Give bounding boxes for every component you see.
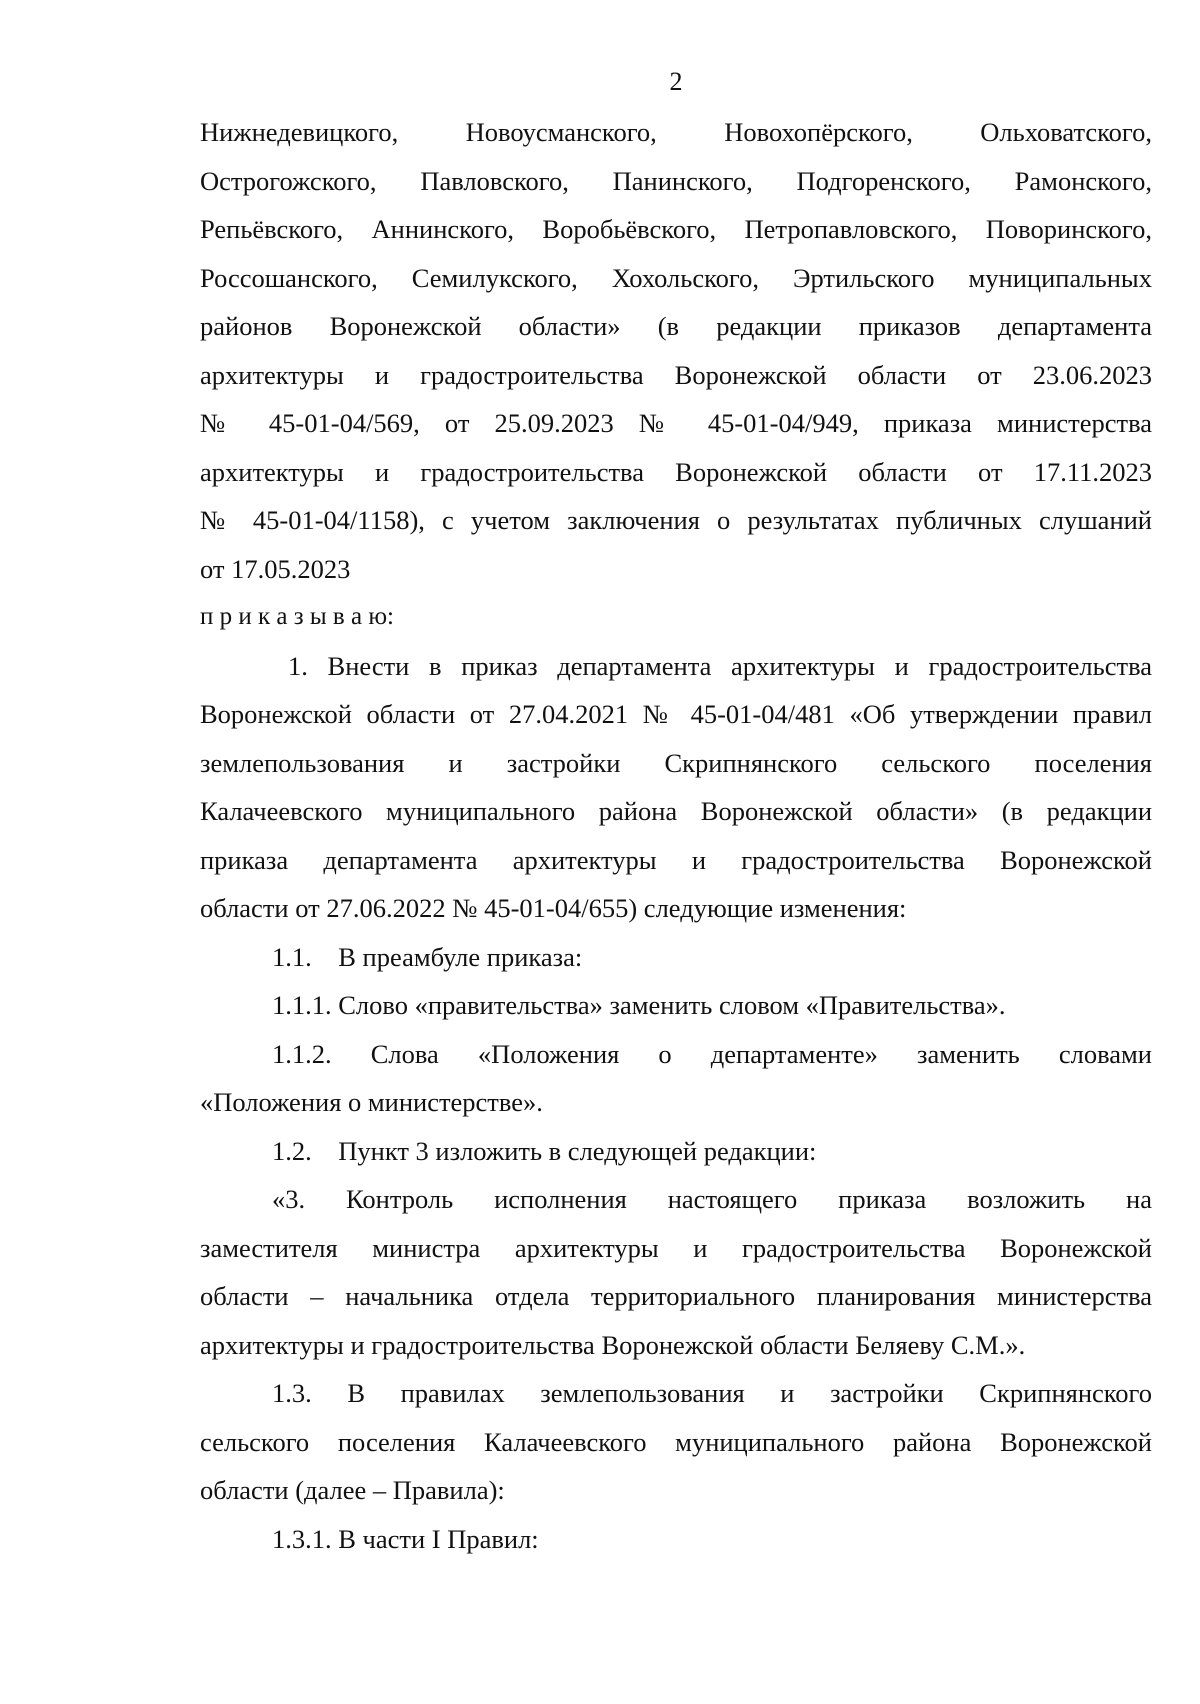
text-line: Нижнедевицкого, Новоусманского, Новохопёрского, Ольховатского, — [200, 117, 1152, 147]
item-1-2-quote-paragraph — [200, 1175, 1152, 1369]
text-line: Россошанского, Семилукского, Хохольского, Эртильского муниципальных — [200, 262, 1152, 293]
text-line: районов Воронежской области» (в редакции приказов департамента — [200, 311, 1152, 341]
text-line: Калачеевского муниципального района Воронежской области» (в редакции — [200, 796, 1152, 826]
text-line: архитектуры и градостроительства Воронежской области от 23.06.2023 — [200, 359, 1152, 390]
text-line: «Положения о министерстве». — [200, 1087, 543, 1117]
text-line: Острогожского, Павловского, Панинского, Подгоренского, Рамонского, — [200, 165, 1152, 196]
document-page — [200, 60, 1152, 1563]
text-line: «3. Контроль исполнения настоящего приказа возложить на — [272, 1184, 1152, 1214]
text-line: области – начальника отдела территориального планирования министерства — [200, 1281, 1152, 1311]
page-number: 2 — [669, 67, 683, 96]
text-line: 1. Внести в приказ департамента архитектуры и градостроительства — [288, 650, 1152, 681]
text-line: № 45-01-04/569, от 25.09.2023 № 45-01-04/949, приказа министерства — [200, 408, 1152, 438]
text-line: 1.1.2. Слова «Положения о департаменте» заменить словами — [272, 1038, 1152, 1069]
text-line: архитектуры и градостроительства Воронежской области Беляеву С.М.». — [200, 1329, 1026, 1360]
text-line: землепользования и застройки Скрипнянского сельского поселения — [200, 747, 1152, 778]
item-1-3-paragraph — [200, 1369, 1152, 1515]
item-1-3-1: 1.3.1. В части I Правил: — [272, 1523, 539, 1554]
item-1-1: 1.1. В преамбуле приказа: — [272, 941, 583, 972]
text-line: области от 27.06.2022 № 45-01-04/655) следующие изменения: — [200, 893, 907, 923]
text-line: архитектуры и градостроительства Воронежской области от 17.11.2023 — [200, 456, 1152, 487]
item-1-1-1: 1.1.1. Слово «правительства» заменить словом «Правительства». — [272, 990, 1006, 1020]
item-1-1-2-paragraph — [200, 1030, 1152, 1127]
text-line: Воронежской области от 27.04.2021 № 45-01-04/481 «Об утверждении правил — [200, 699, 1152, 729]
text-line: Репьёвского, Аннинского, Воробьёвского, Петропавловского, Поворинского, — [200, 214, 1152, 244]
text-line: сельского поселения Калачеевского муниципального района Воронежской — [200, 1426, 1152, 1457]
text-line: заместителя министра архитектуры и градостроительства Воронежской — [200, 1232, 1152, 1263]
text-line: приказа департамента архитектуры и градостроительства Воронежской — [200, 844, 1152, 875]
text-line: 1.3. В правилах землепользования и застройки Скрипнянского — [272, 1378, 1152, 1408]
item-1-2: 1.2. Пункт 3 изложить в следующей редакции: — [272, 1135, 817, 1166]
text-line: от 17.05.2023 — [200, 553, 351, 584]
order-word: п р и к а з ы в а ю: — [200, 603, 394, 630]
preamble-paragraph — [200, 108, 1152, 593]
text-line: № 45-01-04/1158), с учетом заключения о результатах публичных слушаний — [200, 505, 1152, 535]
item-1-paragraph — [200, 642, 1152, 933]
text-line: области (далее – Правила): — [200, 1475, 505, 1505]
